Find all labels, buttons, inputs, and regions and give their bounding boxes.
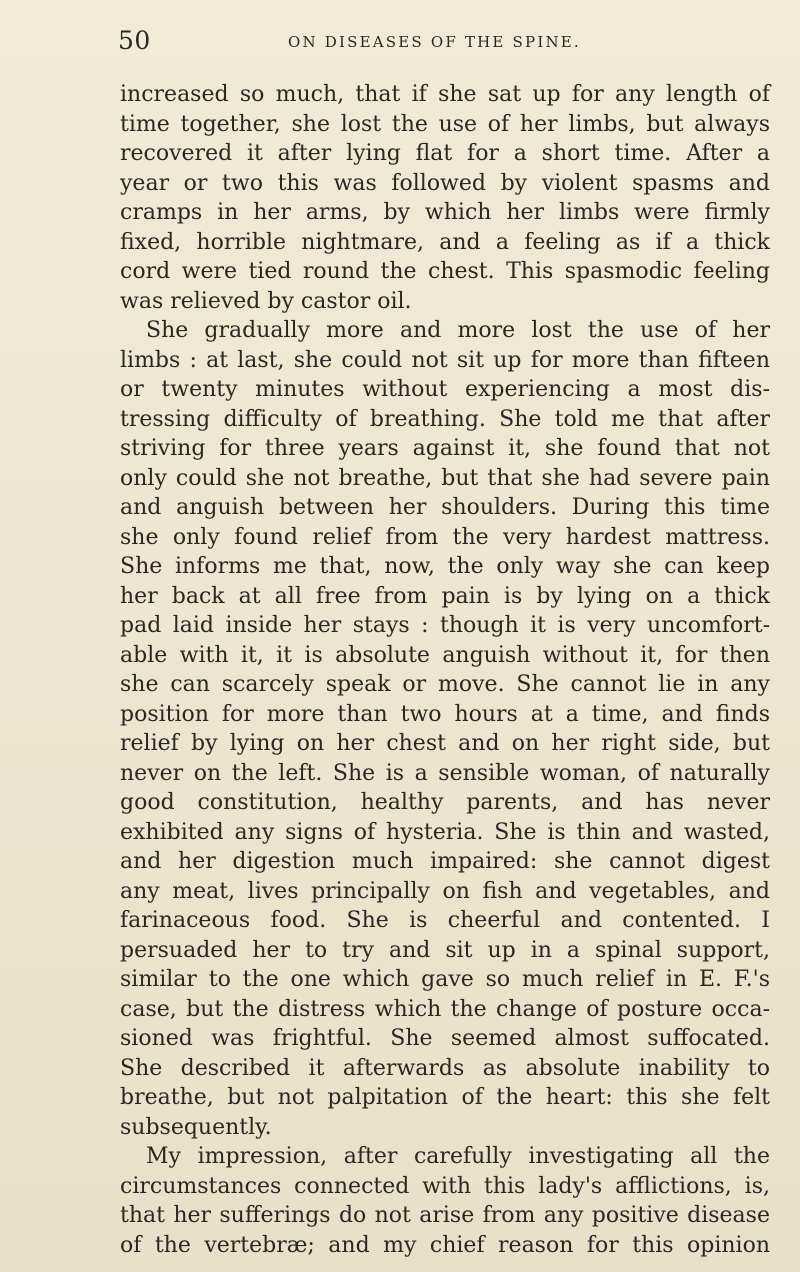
text-line: breathe, but not palpitation of the heart: this she felt xyxy=(120,1085,770,1110)
text-line: similar to the one which gave so much relief in E. F.'s xyxy=(120,967,770,992)
text-line: never on the left. She is a sensible woman, of naturally xyxy=(120,760,770,786)
text-line: year or two this was followed by violent spasms and xyxy=(120,170,770,196)
body-text xyxy=(120,80,770,1260)
running-title: ON DISEASES OF THE SPINE. xyxy=(288,33,581,51)
text-line: cramps in her arms, by which her limbs were firmly xyxy=(120,200,770,225)
text-line: farinaceous food. She is cheerful and contented. I xyxy=(120,908,770,933)
text-line: limbs : at last, she could not sit up for more than fifteen xyxy=(120,347,770,373)
text-line: and her digestion much impaired: she cannot digest xyxy=(120,849,770,874)
text-line: increased so much, that if she sat up for any length of xyxy=(120,82,770,107)
text-line: she only found relief from the very hardest mattress. xyxy=(120,524,770,550)
text-line: striving for three years against it, she found that not xyxy=(120,436,770,461)
text-line: She described it afterwards as absolute inability to xyxy=(120,1055,770,1081)
text-line: fixed, horrible nightmare, and a feeling as if a thick xyxy=(120,229,770,255)
text-line: position for more than two hours at a time, and finds xyxy=(120,701,770,727)
text-line: time together, she lost the use of her limbs, but always xyxy=(120,111,770,137)
text-line: recovered it after lying flat for a short time. After a xyxy=(120,141,770,166)
text-line: she can scarcely speak or move. She cannot lie in any xyxy=(120,672,770,697)
text-line: good constitution, healthy parents, and has never xyxy=(120,790,770,815)
text-line: pad laid inside her stays : though it is very uncomfort- xyxy=(120,613,770,638)
text-line: of the vertebræ; and my chief reason for this opinion xyxy=(120,1232,770,1258)
text-line: able with it, it is absolute anguish without it, for then xyxy=(120,642,770,668)
text-line: My impression, after carefully investigating all the xyxy=(146,1144,770,1169)
text-line: tressing difficulty of breathing. She told me that after xyxy=(120,406,770,432)
text-line: any meat, lives principally on fish and vegetables, and xyxy=(120,878,770,904)
page-number: 50 xyxy=(118,26,151,55)
text-line: and anguish between her shoulders. During this time xyxy=(120,495,770,520)
text-line: case, but the distress which the change of posture occa- xyxy=(120,996,770,1022)
text-line: or twenty minutes without experiencing a most dis- xyxy=(120,377,770,402)
text-line: sioned was frightful. She seemed almost suffocated. xyxy=(120,1026,770,1051)
text-line: only could she not breathe, but that she had severe pain xyxy=(120,465,770,491)
text-line: was relieved by castor oil. xyxy=(120,288,412,314)
text-line: cord were tied round the chest. This spasmodic feeling xyxy=(120,259,770,284)
text-line: She informs me that, now, the only way she can keep xyxy=(120,554,770,579)
text-line: relief by lying on her chest and on her right side, but xyxy=(120,731,770,756)
text-line: persuaded her to try and sit up in a spinal support, xyxy=(120,937,770,963)
text-line: subsequently. xyxy=(120,1114,272,1140)
text-line: her back at all free from pain is by lying on a thick xyxy=(120,583,770,609)
text-line: that her sufferings do not arise from any positive disease xyxy=(120,1203,770,1228)
page-header xyxy=(0,26,800,60)
text-line: exhibited any signs of hysteria. She is thin and wasted, xyxy=(120,819,770,845)
text-line: circumstances connected with this lady's afflictions, is, xyxy=(120,1173,770,1199)
text-line: She gradually more and more lost the use of her xyxy=(146,318,770,343)
